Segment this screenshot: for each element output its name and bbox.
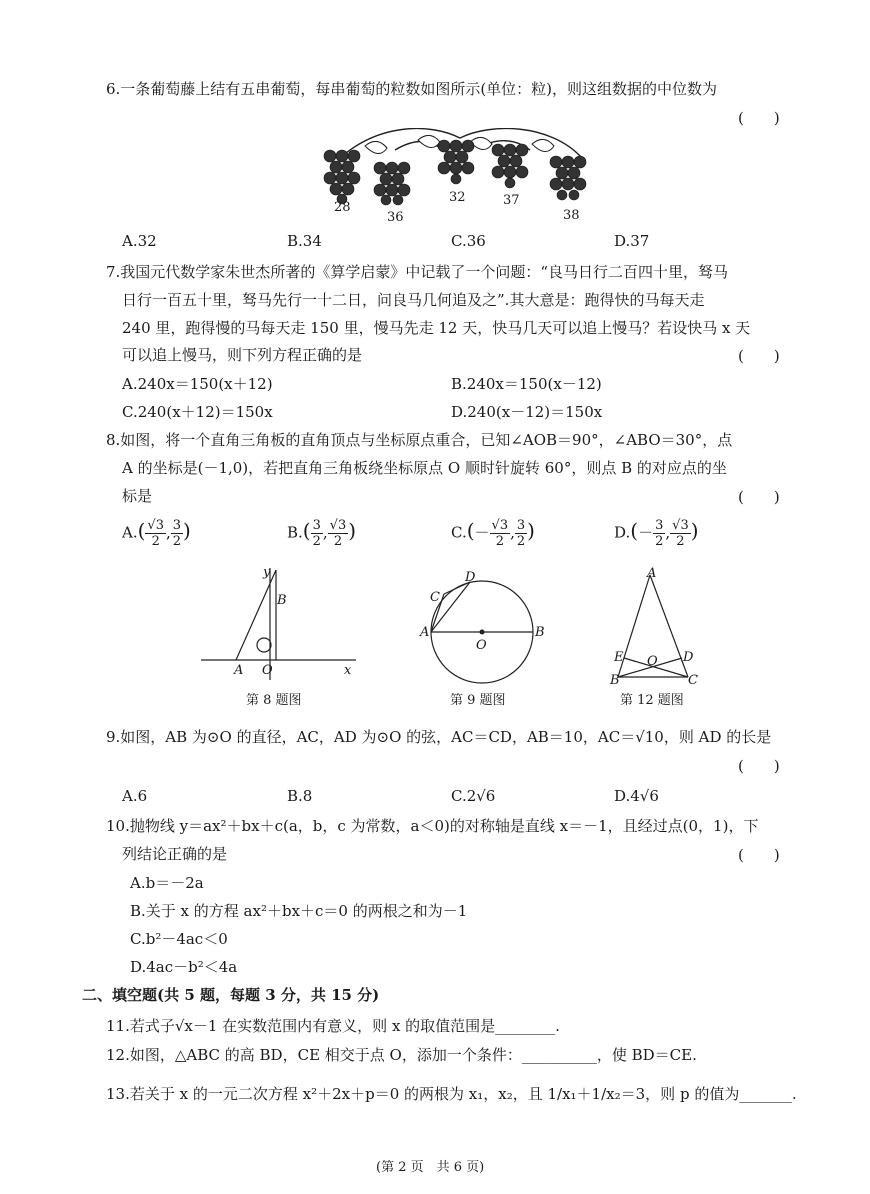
y-numerator: √3 xyxy=(329,518,347,533)
grape-cluster-icon xyxy=(492,144,528,188)
q10-option-a: A.b＝－2a xyxy=(130,874,204,892)
fig12-label-e: E xyxy=(614,650,624,665)
q12-text: 12.如图，△ABC 的高 BD，CE 相交于点 O，添加一个条件：__________，使 BD＝CE. xyxy=(106,1046,697,1064)
option-label: C. xyxy=(451,523,467,542)
q7-line-3: 240 里，跑得慢的马每天走 150 里，慢马先走 12 天，快马几天可以追上慢马？若设快马 x 天 xyxy=(122,319,751,337)
q10-option-b: B.关于 x 的方程 ax²＋bx＋c＝0 的两根之和为－1 xyxy=(130,902,468,920)
q7-option-a: A.240x＝150(x＋12) xyxy=(122,375,273,393)
grape-cluster-icon xyxy=(550,156,586,200)
grape-cluster-icon xyxy=(438,140,474,184)
q8-option-a: A.( $\frac{√3}{2}$ , $\frac{3}{2}$ ) xyxy=(122,518,191,549)
q7-line-4: 可以追上慢马，则下列方程正确的是 xyxy=(122,346,363,364)
grape-cluster-icon xyxy=(374,162,410,205)
fig9-label-b: B xyxy=(535,625,545,640)
option-label: A. xyxy=(122,523,138,542)
q11-text: 11.若式子√x－1 在实数范围内有意义，则 x 的取值范围是________. xyxy=(106,1017,560,1035)
fig9-label-o: O xyxy=(476,638,487,653)
fig8-label-b: B xyxy=(277,593,287,608)
fig12-label-d: D xyxy=(683,650,694,665)
figure-9-circle-diagram xyxy=(424,572,544,692)
fig9-caption: 第 9 题图 xyxy=(450,693,506,708)
q8-line-3: 标是 xyxy=(122,487,153,505)
q9-option-d: D.4√6 xyxy=(614,787,659,805)
grape-count-1: 28 xyxy=(334,200,351,215)
y-denominator: 2 xyxy=(172,534,182,549)
option-label: B. xyxy=(287,523,303,542)
q9-option-c: C.2√6 xyxy=(451,787,496,805)
q7-answer-paren: ( ) xyxy=(738,347,780,365)
x-denominator: 2 xyxy=(495,534,504,549)
grape-count-4: 37 xyxy=(503,193,520,208)
y-denominator: 2 xyxy=(676,534,685,549)
fig12-label-c: C xyxy=(688,673,698,688)
section-2-title: 二、填空题(共 5 题，每题 3 分，共 15 分) xyxy=(82,986,380,1004)
triangle-hole xyxy=(257,638,271,652)
q9-option-b: B.8 xyxy=(287,787,313,805)
option-label: D. xyxy=(614,523,631,542)
fig9-label-d: D xyxy=(465,570,476,585)
q10-line-1: 10.抛物线 y＝ax²＋bx＋c(a，b，c 为常数，a＜0)的对称轴是直线 x＝－1，且经过点(0，1)，下 xyxy=(106,817,759,835)
q6-option-c: C.36 xyxy=(451,232,486,250)
x-denominator: 2 xyxy=(655,534,664,549)
fig8-caption: 第 8 题图 xyxy=(246,693,302,708)
y-numerator: √3 xyxy=(672,518,689,533)
q10-option-c: C.b²－4ac＜0 xyxy=(130,930,228,948)
q10-answer-paren: ( ) xyxy=(738,846,780,864)
q6-option-d: D.37 xyxy=(614,232,650,250)
x-numerator: 3 xyxy=(655,518,664,533)
q8-line-1: 8.如图，将一个直角三角板的直角顶点与坐标原点重合，已知∠AOB＝90°，∠ABO＝30°，点 xyxy=(106,431,733,449)
fig9-label-a: A xyxy=(420,625,430,640)
q8-option-c: C.(－ $\frac{√3}{2}$ , $\frac{3}{2}$ ) xyxy=(451,518,535,549)
q9-answer-paren: ( ) xyxy=(738,757,780,775)
fig8-label-y: y xyxy=(263,565,271,580)
q7-option-c: C.240(x＋12)＝150x xyxy=(122,403,273,421)
fig9-label-c: C xyxy=(430,590,440,605)
fig8-label-x: x xyxy=(344,663,352,678)
grape-cluster-icon xyxy=(324,150,360,204)
x-numerator: √3 xyxy=(147,518,164,533)
grape-count-3: 32 xyxy=(449,190,466,205)
fig12-label-o: O xyxy=(647,654,658,669)
figure-8-coordinate-diagram xyxy=(196,565,366,685)
q8-line-2: A 的坐标是(－1,0)，若把直角三角板绕坐标原点 O 顺时针旋转 60°，则点 B 的对应点的坐 xyxy=(122,459,727,477)
y-numerator: 3 xyxy=(516,518,526,533)
fig8-label-o: O xyxy=(262,663,273,678)
q7-option-b: B.240x＝150(x－12) xyxy=(451,375,602,393)
x-denominator: 2 xyxy=(312,534,321,549)
q8-option-b: B.( $\frac{3}{2}$ , $\frac{√3}{2}$ ) xyxy=(287,518,357,549)
grape-vine-figure xyxy=(320,128,590,228)
q7-line-1: 7.我国元代数学家朱世杰所著的《算学启蒙》中记载了一个问题：“良马日行二百四十里，驽马 xyxy=(106,263,728,281)
q6-answer-paren: ( ) xyxy=(738,109,780,127)
x-numerator: √3 xyxy=(491,518,509,533)
y-numerator: 3 xyxy=(172,518,182,533)
fig12-label-a: A xyxy=(647,566,657,581)
figure-12-triangle-diagram xyxy=(610,570,710,685)
x-sign: － xyxy=(474,523,490,542)
q8-option-d: D.(－ $\frac{3}{2}$ , $\frac{√3}{2}$ ) xyxy=(614,518,699,549)
fig12-caption: 第 12 题图 xyxy=(620,693,684,708)
y-denominator: 2 xyxy=(516,534,526,549)
q10-option-d: D.4ac－b²＜4a xyxy=(130,958,238,976)
x-denominator: 2 xyxy=(151,534,160,549)
grape-count-5: 38 xyxy=(563,208,580,223)
y-denominator: 2 xyxy=(333,534,343,549)
x-numerator: 3 xyxy=(312,518,321,533)
q7-line-2: 日行一百五十里，驽马先行一十二日，问良马几何追及之”.其大意是：跑得快的马每天走 xyxy=(122,291,705,309)
fig12-label-b: B xyxy=(610,673,620,688)
q6-option-a: A.32 xyxy=(122,232,157,250)
q10-line-2: 列结论正确的是 xyxy=(122,845,228,863)
q8-answer-paren: ( ) xyxy=(738,488,780,506)
grape-count-2: 36 xyxy=(387,210,404,225)
q7-option-d: D.240(x－12)＝150x xyxy=(451,403,603,421)
q9-option-a: A.6 xyxy=(122,787,148,805)
q6-option-b: B.34 xyxy=(287,232,322,250)
page-footer: (第 2 页 共 6 页) xyxy=(376,1160,485,1175)
q13-text: 13.若关于 x 的一元二次方程 x²＋2x＋p＝0 的两根为 x₁，x₂，且 1/x₁＋1/x₂＝3，则 p 的值为_______. xyxy=(106,1085,797,1103)
fig8-label-a: A xyxy=(234,663,244,678)
x-sign: － xyxy=(638,523,654,542)
q9-text: 9.如图，AB 为⊙O 的直径，AC，AD 为⊙O 的弦，AC＝CD，AB＝10，AC＝√10，则 AD 的长是 xyxy=(106,728,772,746)
center-point xyxy=(480,630,485,635)
q6-text: 6.一条葡萄藤上结有五串葡萄，每串葡萄的粒数如图所示(单位：粒)，则这组数据的中位数为 xyxy=(106,80,718,98)
